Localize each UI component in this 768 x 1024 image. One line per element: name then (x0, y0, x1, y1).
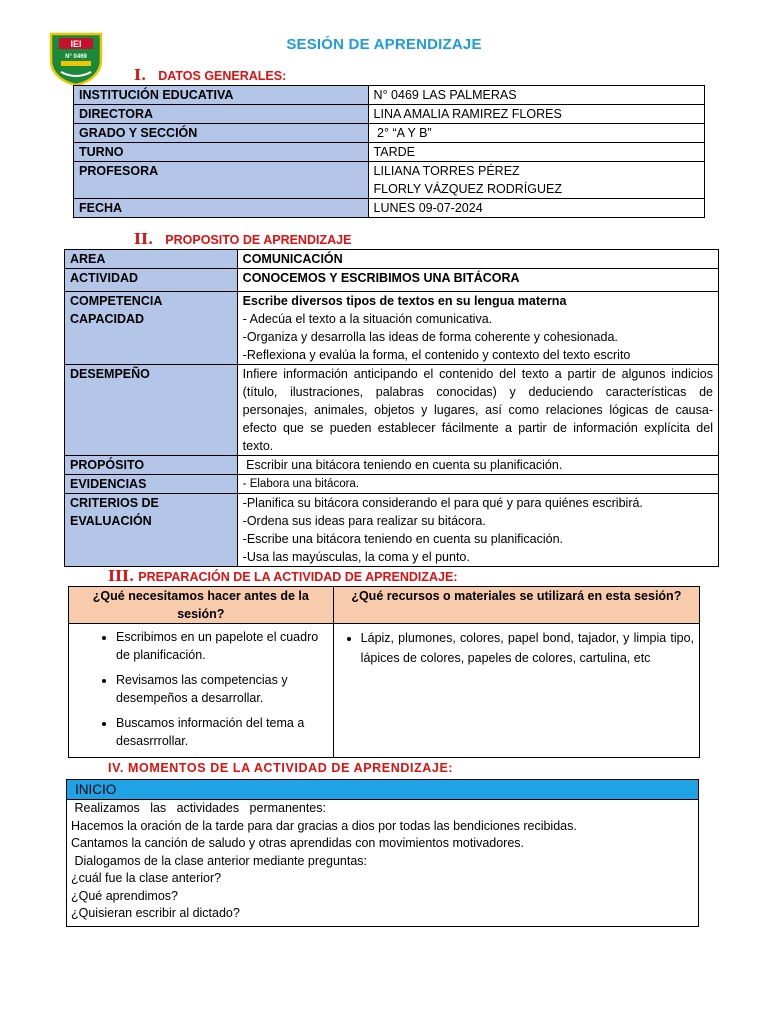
row-key (65, 494, 238, 567)
row-value: LINA AMALIA RAMIREZ FLORES (368, 105, 704, 124)
capacidad-label: CAPACIDAD (70, 312, 145, 326)
inicio-line: ¿Quisieran escribir al dictado? (71, 906, 240, 920)
row-key: INSTITUCIÓN EDUCATIVA (74, 86, 369, 105)
inicio-box (66, 779, 699, 927)
table-row (69, 624, 700, 758)
table-header-row (69, 587, 700, 624)
section3-number: III. (108, 567, 135, 585)
profesora-1: LILIANA TORRES PÉREZ (373, 164, 520, 178)
table-row (65, 365, 719, 456)
inicio-line: ¿cuál fue la clase anterior? (71, 871, 222, 885)
row-value: CONOCEMOS Y ESCRIBIMOS UNA BITÁCORA (237, 269, 718, 292)
section4-heading: IV. MOMENTOS DE LA ACTIVIDAD DE APRENDIZAJE: (108, 761, 454, 775)
competencia-line: -Reflexiona y evalúa la forma, el contenido y contexto del texto escrito (242, 348, 631, 362)
row-value: - Elabora una bitácora. (237, 475, 718, 494)
section2-title: PROPOSITO DE APRENDIZAJE (165, 233, 352, 247)
list-item: • Escribimos en un papelote el cuadro de planificación. (116, 628, 328, 664)
table-row (74, 199, 705, 218)
competencia-line: -Organiza y desarrolla las ideas de forma coherente y cohesionada. (242, 330, 618, 344)
table-row (74, 105, 705, 124)
row-value (237, 494, 718, 567)
row-key: AREA (65, 250, 238, 269)
competencia-line: - Adecúa el texto a la situación comunicativa. (242, 312, 493, 326)
row-key: ACTIVIDAD (65, 269, 238, 292)
profesora-2: FLORLY VÁZQUEZ RODRÍGUEZ (373, 182, 562, 196)
section2-number: II. (134, 230, 154, 248)
row-value (368, 162, 704, 199)
datos-generales-table (73, 85, 705, 218)
table-row (65, 250, 719, 269)
proposito-table (64, 249, 719, 567)
col2-list (339, 628, 694, 668)
row-key: FECHA (74, 199, 369, 218)
competencia-title: Escribe diversos tipos de textos en su lengua materna (242, 294, 567, 308)
svg-text:IEI: IEI (70, 39, 82, 49)
list-item: • Revisamos las competencias y desempeños a desarrollar. (116, 671, 328, 707)
table-row (65, 292, 719, 365)
list-item: • Lápiz, plumones, colores, papel bond, tajador, y limpia tipo, lápices de colores, papeles de colores, cartulina, etc (361, 628, 694, 668)
criterio-line: -Escribe una bitácora teniendo en cuenta su planificación. (242, 532, 564, 546)
col1-cell (69, 624, 334, 758)
criterio-line: -Ordena sus ideas para realizar su bitácora. (242, 514, 486, 528)
row-value: Infiere información anticipando el contenido del texto a partir de algunos indicios (título, ilustraciones, palabras conocidas) y deduciendo características de personajes, animales, objetos y lugares, así como relaciones lógicas de causa-efecto que se pueden establecer fácilmente a partir de información explícita del texto. (237, 365, 718, 456)
row-key: PROPÓSITO (65, 456, 238, 475)
row-value (237, 292, 718, 365)
section3-heading (108, 567, 458, 585)
inicio-line: Cantamos la canción de saludo y otras aprendidas con movimientos motivadores. (71, 836, 525, 850)
list-item: • Buscamos información del tema a desasrrrollar. (116, 714, 328, 750)
col1-header: ¿Qué necesitamos hacer antes de la sesión? (69, 587, 334, 624)
inicio-content (67, 800, 698, 923)
row-key: PROFESORA (74, 162, 369, 199)
table-row (65, 494, 719, 567)
table-row (74, 162, 705, 199)
row-key: DIRECTORA (74, 105, 369, 124)
inicio-line: Hacemos la oración de la tarde para dar gracias a dios por todas las bendiciones recibidas. (71, 818, 577, 833)
section1-heading (134, 66, 286, 84)
section1-title: DATOS GENERALES: (158, 69, 287, 83)
evaluacion-label: EVALUACIÓN (70, 514, 152, 528)
table-row (65, 475, 719, 494)
row-value: LUNES 09-07-2024 (368, 199, 704, 218)
inicio-header: INICIO (67, 780, 698, 800)
row-value: Escribir una bitácora teniendo en cuenta su planificación. (237, 456, 718, 475)
inicio-line: Realizamos las actividades permanentes: (71, 801, 326, 815)
table-row (74, 124, 705, 143)
row-key: EVIDENCIAS (65, 475, 238, 494)
section3-title: PREPARACIÓN DE LA ACTIVIDAD DE APRENDIZAJE: (138, 570, 458, 584)
row-key (65, 292, 238, 365)
table-row (65, 456, 719, 475)
competencia-label: COMPETENCIA (70, 294, 163, 308)
row-value: 2° “A Y B” (368, 124, 704, 143)
svg-text:N° 0469: N° 0469 (65, 54, 87, 60)
table-row (65, 269, 719, 292)
row-key: GRADO Y SECCIÓN (74, 124, 369, 143)
criterio-line: -Usa las mayúsculas, la coma y el punto. (242, 550, 470, 564)
col1-list (74, 628, 328, 750)
section1-number: I. (134, 66, 147, 84)
page-title: SESIÓN DE APRENDIZAJE (286, 36, 482, 53)
row-value: TARDE (368, 143, 704, 162)
col2-cell (333, 624, 699, 758)
criterios-label: CRITERIOS DE (70, 496, 159, 510)
row-key: DESEMPEÑO (65, 365, 238, 456)
table-row (74, 143, 705, 162)
criterio-line: -Planifica su bitácora considerando el para qué y para quiénes escribirá. (242, 496, 643, 510)
section2-heading (134, 230, 351, 248)
row-value: COMUNICACIÓN (237, 250, 718, 269)
table-row (74, 86, 705, 105)
col2-header: ¿Qué recursos o materiales se utilizará en esta sesión? (333, 587, 699, 624)
preparacion-table (68, 586, 700, 758)
inicio-line: ¿Qué aprendimos? (71, 888, 179, 903)
row-key: TURNO (74, 143, 369, 162)
inicio-line: Dialogamos de la clase anterior mediante preguntas: (71, 853, 368, 868)
row-value: N° 0469 LAS PALMERAS (368, 86, 704, 105)
